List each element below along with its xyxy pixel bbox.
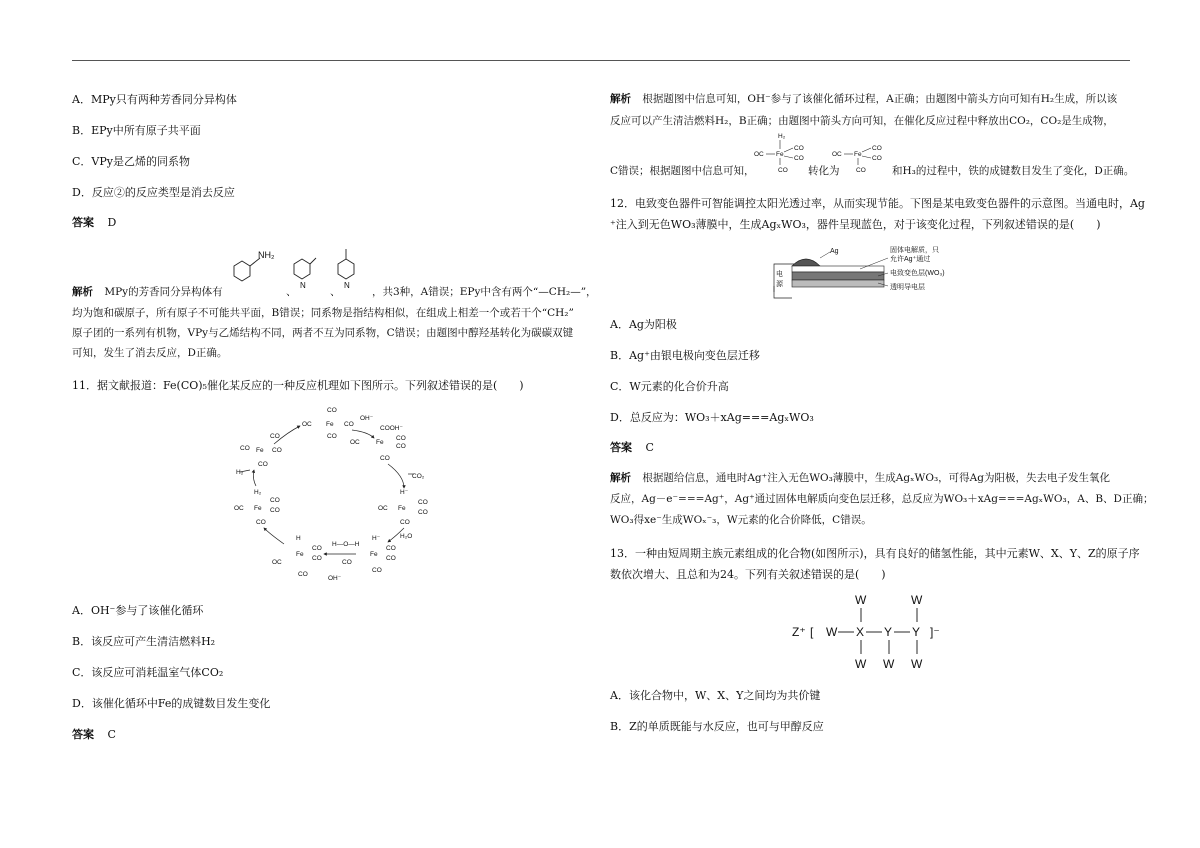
pyridine-ring-2 bbox=[338, 259, 354, 279]
analysis-text: 反应，Ag－e⁻===Ag⁺，Ag⁺通过固体电解质向变色层迁移，总反应为WO₃＋xAg===AgₓWO₃，A、B、D正确； bbox=[610, 493, 1154, 505]
q13-stem-line2: 数依次增大、且总和为24。下列有关叙述错误的是( ) bbox=[610, 568, 886, 581]
oc-label: OC bbox=[378, 505, 388, 512]
co2-label: CO₂ bbox=[412, 473, 425, 480]
fe-catalytic-cycle-diagram bbox=[228, 404, 444, 582]
co-label: CO bbox=[240, 445, 250, 452]
benzene-ring-1 bbox=[234, 261, 250, 281]
fe-label: Fe bbox=[256, 447, 264, 454]
analysis-text: 可知，发生了消去反应，D正确。 bbox=[72, 347, 228, 359]
w-atom: W bbox=[883, 657, 895, 671]
fe-label: Fe bbox=[398, 505, 406, 512]
co-label: CO bbox=[342, 559, 352, 566]
analysis-label: 解析 bbox=[610, 93, 631, 105]
oc-label: OC bbox=[234, 505, 244, 512]
pyridine-ring-1 bbox=[294, 259, 310, 279]
analysis-text: 原子团的一系列有机物，VPy与乙烯结构不同，两者不互为同系物，C错误；由题图中醇羟基转化为碳碳双键 bbox=[72, 327, 574, 339]
fe-label: Fe bbox=[370, 551, 378, 558]
q11-stem: 11．据文献报道：Fe(CO)₅催化某反应的一种反应机理如下图所示。下列叙述错误的是( ) bbox=[72, 379, 524, 392]
h-minus-label: H⁻ bbox=[400, 489, 409, 496]
n-atom-1: N bbox=[300, 281, 306, 290]
h2-label: H₂ bbox=[778, 133, 786, 140]
co-label: CO bbox=[872, 145, 882, 152]
cooh-minus-label: COOH⁻ bbox=[380, 425, 403, 432]
co-label: CO bbox=[778, 167, 788, 174]
q10-option-d: D．反应②的反应类型是消去反应 bbox=[72, 186, 235, 199]
co-label: CO bbox=[418, 509, 428, 516]
co-label: CO bbox=[386, 555, 396, 562]
n-atom-2: N bbox=[344, 281, 350, 290]
co-label: CO bbox=[380, 455, 390, 462]
analysis-label: 解析 bbox=[610, 472, 631, 484]
fe-label: Fe bbox=[376, 439, 384, 446]
oc-label: OC bbox=[832, 151, 842, 158]
answer-value: C bbox=[107, 728, 116, 741]
oh-minus-label: OH⁻ bbox=[360, 415, 374, 422]
q12-stem-line2: ⁺注入到无色WO₃薄膜中，生成AgₓWO₃，器件呈现蓝色，对于该变化过程，下列叙述错误的是( ) bbox=[610, 218, 1101, 231]
w-atom: W bbox=[826, 625, 838, 639]
power-label: 电 bbox=[776, 271, 783, 278]
q12-option-d: D．总反应为：WO₃＋xAg===AgₓWO₃ bbox=[610, 411, 814, 424]
q10-option-c: C．VPy是乙烯的同系物 bbox=[72, 155, 190, 168]
q10-answer bbox=[72, 215, 116, 230]
w-atom: W bbox=[855, 593, 867, 607]
co-label: CO bbox=[400, 519, 410, 526]
q11-option-b: B．该反应可产生清洁燃料H₂ bbox=[72, 635, 216, 648]
analysis-text: 反应可以产生清洁燃料H₂，B正确；由题图中箭头方向可知，在催化反应过程中释放出CO₂，CO₂是生成物， bbox=[610, 115, 1114, 127]
co-label: CO bbox=[794, 155, 804, 162]
h-o-h-label: H—O—H bbox=[332, 541, 360, 548]
co-label: CO bbox=[298, 571, 308, 578]
analysis-text: 转化为 bbox=[808, 165, 840, 177]
electrochromic-device-diagram bbox=[770, 242, 980, 302]
electrolyte-label: 允许Ag⁺通过 bbox=[890, 256, 931, 263]
q11-answer bbox=[72, 727, 116, 742]
fe-label: Fe bbox=[854, 151, 862, 158]
co-label: CO bbox=[372, 567, 382, 574]
fe-label: Fe bbox=[326, 421, 334, 428]
q12-option-a: A．Ag为阳极 bbox=[610, 318, 677, 331]
analysis-text: 均为饱和碳原子，所有原子不可能共平面，B错误；同系物是指结构相似，在组成上相差一个或若干个“CH₂” bbox=[72, 307, 574, 319]
q12-option-b: B．Ag⁺由银电极向变色层迁移 bbox=[610, 349, 760, 362]
q11-analysis-line1 bbox=[610, 92, 1117, 107]
q11-option-d: D．该催化循环中Fe的成键数目发生变化 bbox=[72, 697, 271, 710]
q13-compound-structure bbox=[790, 592, 960, 672]
oc-label: OC bbox=[272, 559, 282, 566]
q13-option-b: B．Z的单质既能与水反应，也可与甲醇反应 bbox=[610, 720, 824, 733]
oh-minus-label: OH⁻ bbox=[328, 575, 342, 582]
h2o-label: H₂O bbox=[400, 533, 413, 540]
fe-label: Fe bbox=[776, 151, 784, 158]
cycle-arrow bbox=[352, 430, 374, 438]
cycle-arrow bbox=[264, 528, 284, 544]
right-column bbox=[600, 0, 1200, 848]
q12-analysis-line1 bbox=[610, 471, 1110, 486]
h2-label: H₂ bbox=[254, 489, 262, 496]
right-bracket: ]⁻ bbox=[930, 625, 940, 639]
color-layer-label: 电致变色层(WO₃) bbox=[890, 270, 945, 277]
analysis-sep-1: 、 bbox=[286, 286, 297, 298]
x-atom: X bbox=[856, 625, 865, 639]
w-atom: W bbox=[911, 593, 923, 607]
answer-label: 答案 bbox=[72, 216, 94, 229]
analysis-text: 根据题图中信息可知，OH⁻参与了该催化循环过程，A正确；由题图中箭头方向可知有H₂生成，所以该 bbox=[642, 93, 1118, 105]
ag-electrode bbox=[792, 259, 820, 266]
co-label: CO bbox=[344, 421, 354, 428]
co-label: CO bbox=[856, 167, 866, 174]
y-atom: Y bbox=[884, 625, 893, 639]
oc-label: OC bbox=[754, 151, 764, 158]
co-label: CO bbox=[312, 545, 322, 552]
co-label: CO bbox=[794, 145, 804, 152]
solid-electrolyte-layer bbox=[792, 266, 884, 272]
co-label: CO bbox=[327, 407, 337, 414]
co-label: CO bbox=[270, 507, 280, 514]
h-minus-label: H⁻ bbox=[372, 535, 381, 542]
color-change-layer bbox=[792, 272, 884, 280]
fe-label: Fe bbox=[296, 551, 304, 558]
co-label: CO bbox=[872, 155, 882, 162]
y-atom: Y bbox=[912, 625, 921, 639]
co-label: CO bbox=[418, 499, 428, 506]
transparent-conductive-layer bbox=[792, 280, 884, 287]
q10-option-b: B．EPy中所有原子共平面 bbox=[72, 124, 201, 137]
q11-option-c: C．该反应可消耗温室气体CO₂ bbox=[72, 666, 224, 679]
answer-label: 答案 bbox=[610, 441, 632, 454]
q13-option-a: A．该化合物中，W、X、Y之间均为共价键 bbox=[610, 689, 821, 702]
cycle-arrow bbox=[253, 470, 256, 486]
analysis-label: 解析 bbox=[72, 286, 93, 298]
co-label: CO bbox=[386, 545, 396, 552]
analysis-text: ，共3种，A错误；EPy中含有两个“—CH₂—”， bbox=[372, 286, 597, 298]
w-atom: W bbox=[911, 657, 923, 671]
ag-label: Ag bbox=[830, 248, 839, 255]
q11-option-a: A．OH⁻参与了该催化循环 bbox=[72, 604, 204, 617]
q12-option-c: C．W元素的化合价升高 bbox=[610, 380, 729, 393]
fe-label: Fe bbox=[254, 505, 262, 512]
h2-label: H₂ bbox=[236, 469, 244, 476]
co-label: CO bbox=[272, 447, 282, 454]
power-label: 源 bbox=[776, 281, 783, 288]
h-label: H bbox=[296, 535, 301, 542]
analysis-text: WO₃得xe⁻生成WOₓ⁻₃，W元素的化合价降低，C错误。 bbox=[610, 514, 872, 526]
answer-label: 答案 bbox=[72, 728, 94, 741]
oc-label: OC bbox=[302, 421, 312, 428]
co-label: CO bbox=[312, 555, 322, 562]
analysis-sep-2: 、 bbox=[330, 286, 341, 298]
electrolyte-label: 固体电解质，只 bbox=[890, 247, 939, 254]
q10-option-a: A．MPy只有两种芳香同分异构体 bbox=[72, 93, 237, 106]
analysis-text: 和H₃的过程中，铁的成键数目发生了变化，D正确。 bbox=[892, 165, 1135, 177]
nh2-label: NH₂ bbox=[258, 250, 275, 260]
oc-label: OC bbox=[350, 439, 360, 446]
q13-stem-line1: 13．一种由短周期主族元素组成的化合物(如图所示)，具有良好的储氢性能，其中元素W、X、Y、Z的原子序 bbox=[610, 547, 1140, 560]
q12-answer bbox=[610, 440, 654, 455]
analysis-text: MPy的芳香同分异构体有 bbox=[104, 286, 223, 298]
analysis-text: C错误；根据题图中信息可知， bbox=[610, 165, 755, 177]
left-bracket: [ bbox=[810, 625, 814, 639]
w-atom: W bbox=[855, 657, 867, 671]
conductive-layer-label: 透明导电层 bbox=[890, 284, 925, 291]
cycle-arrow bbox=[388, 464, 404, 488]
co-label: CO bbox=[396, 435, 406, 442]
co-label: CO bbox=[327, 433, 337, 440]
answer-value: C bbox=[645, 441, 654, 454]
q10-analysis-line1 bbox=[72, 285, 223, 300]
co-label: CO bbox=[258, 461, 268, 468]
co-label: CO bbox=[270, 497, 280, 504]
answer-value: D bbox=[107, 216, 117, 229]
z-plus-label: Z⁺ bbox=[792, 625, 806, 639]
co-label: CO bbox=[270, 433, 280, 440]
co-label: CO bbox=[396, 443, 406, 450]
co-label: CO bbox=[256, 519, 266, 526]
q12-stem-line1: 12．电致变色器件可智能调控太阳光透过率，从而实现节能。下图是某电致变色器件的示意图。当通电时，Ag bbox=[610, 197, 1145, 210]
analysis-text: 根据题给信息，通电时Ag⁺注入无色WO₃薄膜中，生成AgₓWO₃，可得Ag为阳极，失去电子发生氧化 bbox=[642, 472, 1110, 484]
